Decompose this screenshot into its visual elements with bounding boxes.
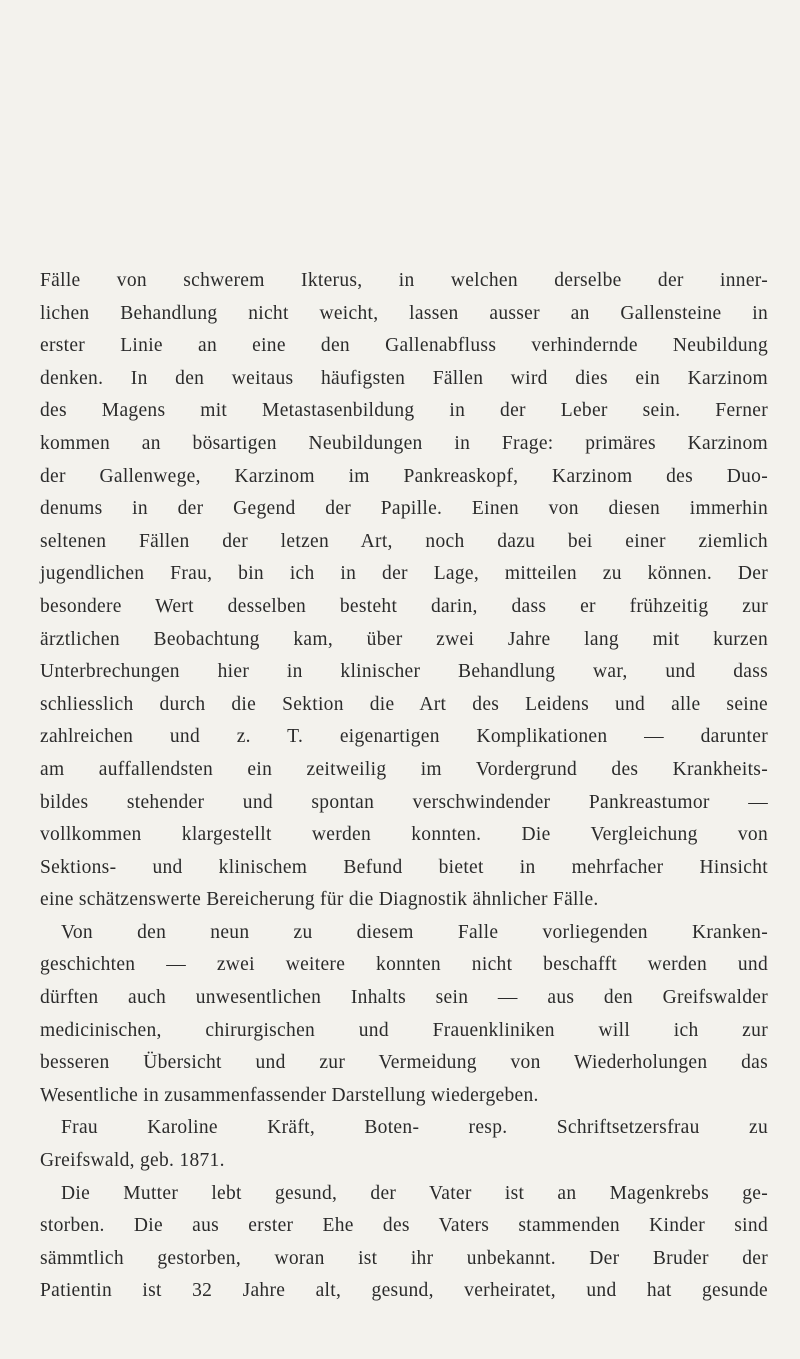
text-line: geschichten — zwei weitere konnten nicht beschafft werden und bbox=[40, 954, 768, 976]
text-line: erster Linie an eine den Gallenabfluss verhindernde Neubildung bbox=[40, 335, 768, 357]
body-text bbox=[40, 265, 768, 1308]
text-line: Unterbrechungen hier in klinischer Behandlung war, und dass bbox=[40, 661, 768, 683]
text-line: kommen an bösartigen Neubildungen in Frage: primäres Karzinom bbox=[40, 432, 768, 454]
text-line: Frau Karoline Kräft, Boten- resp. Schriftsetzersfrau zu bbox=[61, 1117, 768, 1139]
text-line: am auffallendsten ein zeitweilig im Vordergrund des Krankheits- bbox=[40, 758, 768, 780]
text-line: Greifswald, geb. 1871. bbox=[40, 1150, 225, 1172]
text-line: Von den neun zu diesem Falle vorliegenden Kranken- bbox=[61, 921, 768, 943]
text-line: seltenen Fällen der letzen Art, noch dazu bei einer ziemlich bbox=[40, 530, 768, 552]
text-line: sämmtlich gestorben, woran ist ihr unbekannt. Der Bruder der bbox=[40, 1247, 768, 1269]
text-line: denken. In den weitaus häufigsten Fällen wird dies ein Karzinom bbox=[40, 367, 768, 389]
text-line: eine schätzenswerte Bereicherung für die Diagnostik ähnlicher Fälle. bbox=[40, 889, 599, 911]
text-line: Sektions- und klinischem Befund bietet in mehrfacher Hinsicht bbox=[40, 856, 768, 878]
text-line: storben. Die aus erster Ehe des Vaters stammenden Kinder sind bbox=[40, 1215, 768, 1237]
text-line: zahlreichen und z. T. eigenartigen Komplikationen — darunter bbox=[40, 726, 768, 748]
text-line: lichen Behandlung nicht weicht, lassen ausser an Gallensteine in bbox=[40, 302, 768, 324]
text-line: vollkommen klargestellt werden konnten. Die Vergleichung von bbox=[40, 824, 768, 846]
text-line: Die Mutter lebt gesund, der Vater ist an Magenkrebs ge- bbox=[61, 1182, 768, 1204]
text-line: denums in der Gegend der Papille. Einen von diesen immerhin bbox=[40, 498, 768, 520]
text-line: des Magens mit Metastasenbildung in der Leber sein. Ferner bbox=[40, 400, 768, 422]
text-line: jugendlichen Frau, bin ich in der Lage, mitteilen zu können. Der bbox=[40, 563, 768, 585]
text-line: medicinischen, chirurgischen und Frauenkliniken will ich zur bbox=[40, 1019, 768, 1041]
text-line: der Gallenwege, Karzinom im Pankreaskopf, Karzinom des Duo- bbox=[40, 465, 768, 487]
text-line: besondere Wert desselben besteht darin, dass er frühzeitig zur bbox=[40, 595, 768, 617]
text-line: Wesentliche in zusammenfassender Darstellung wiedergeben. bbox=[40, 1084, 539, 1106]
text-line: schliesslich durch die Sektion die Art des Leidens und alle seine bbox=[40, 693, 768, 715]
text-line: dürften auch unwesentlichen Inhalts sein — aus den Greifswalder bbox=[40, 987, 768, 1009]
text-line: Fälle von schwerem Ikterus, in welchen derselbe der inner- bbox=[40, 270, 768, 291]
text-line: ärztlichen Beobachtung kam, über zwei Jahre lang mit kurzen bbox=[40, 628, 768, 650]
text-line: bildes stehender und spontan verschwindender Pankreastumor — bbox=[40, 791, 768, 813]
text-line: Patientin ist 32 Jahre alt, gesund, verheiratet, und hat gesunde bbox=[40, 1280, 768, 1302]
text-line: besseren Übersicht und zur Vermeidung von Wiederholungen das bbox=[40, 1052, 768, 1074]
